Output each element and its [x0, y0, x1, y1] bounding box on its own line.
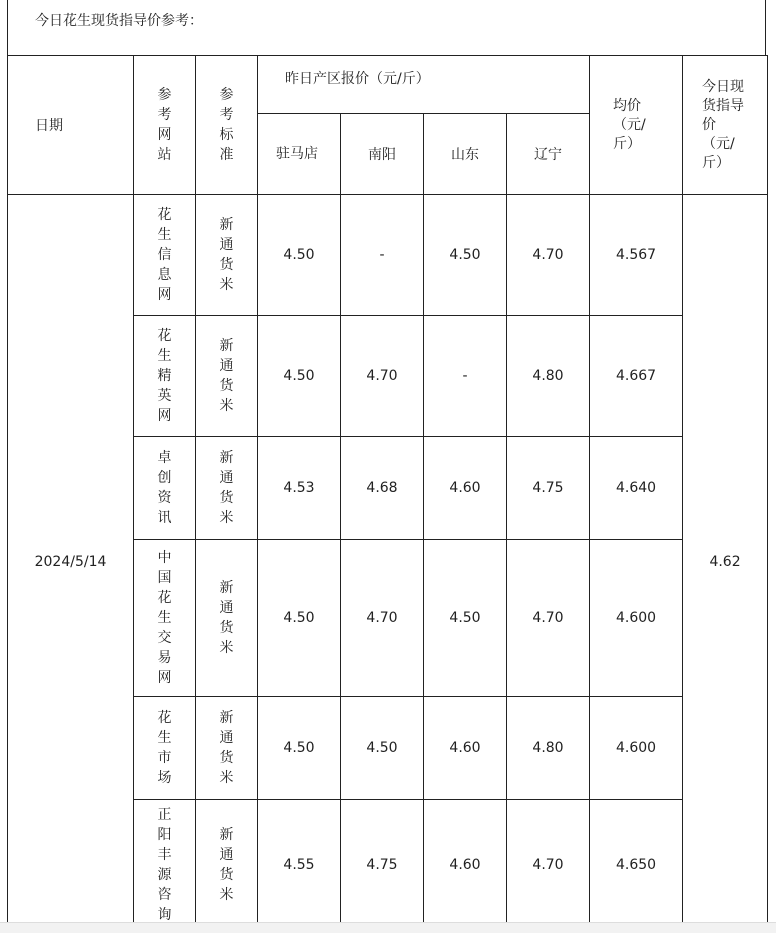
- price-ny: 4.70: [341, 540, 424, 697]
- avg-cell: 4.567: [590, 195, 683, 316]
- header-standard: 参考标准: [196, 56, 258, 195]
- price-zmd: 4.50: [258, 697, 341, 800]
- standard-cell: 新通货米: [196, 195, 258, 316]
- table-row: [8, 195, 768, 316]
- price-ln: 4.80: [507, 697, 590, 800]
- standard-cell: 新通货米: [196, 316, 258, 437]
- header-region-ln: 辽宁: [507, 114, 590, 195]
- avg-cell: 4.650: [590, 800, 683, 930]
- price-sd: 4.60: [424, 800, 507, 930]
- price-ln: 4.70: [507, 800, 590, 930]
- date-cell: 2024/5/14: [8, 195, 134, 930]
- price-ln: 4.70: [507, 195, 590, 316]
- header-region-group: 昨日产区报价（元/斤）: [258, 56, 590, 114]
- header-guide: 今日现货指导价（元/斤）: [683, 56, 768, 195]
- price-table: [7, 55, 768, 930]
- price-ln: 4.75: [507, 437, 590, 540]
- site-cell: 花生精英网: [134, 316, 196, 437]
- header-region-ny: 南阳: [341, 114, 424, 195]
- bottom-scroll-area: [0, 922, 776, 933]
- price-ny: 4.75: [341, 800, 424, 930]
- avg-cell: 4.640: [590, 437, 683, 540]
- price-ln: 4.80: [507, 316, 590, 437]
- header-region-sd: 山东: [424, 114, 507, 195]
- header-site: 参考网站: [134, 56, 196, 195]
- price-zmd: 4.50: [258, 540, 341, 697]
- price-sd: 4.60: [424, 697, 507, 800]
- site-cell: 花生信息网: [134, 195, 196, 316]
- price-sd: -: [424, 316, 507, 437]
- site-cell: 花生市场: [134, 697, 196, 800]
- price-ny: 4.70: [341, 316, 424, 437]
- standard-cell: 新通货米: [196, 540, 258, 697]
- guide-price-cell: 4.62: [683, 195, 768, 930]
- price-ln: 4.70: [507, 540, 590, 697]
- site-cell: 卓创资讯: [134, 437, 196, 540]
- price-ny: 4.68: [341, 437, 424, 540]
- header-avg: 均价（元/斤）: [590, 56, 683, 195]
- avg-cell: 4.667: [590, 316, 683, 437]
- price-ny: -: [341, 195, 424, 316]
- price-sd: 4.50: [424, 195, 507, 316]
- standard-cell: 新通货米: [196, 800, 258, 930]
- price-zmd: 4.50: [258, 316, 341, 437]
- header-region-zmd: 驻马店: [258, 114, 341, 195]
- site-cell: 正阳丰源咨询: [134, 800, 196, 930]
- table-caption: 今日花生现货指导价参考：: [7, 0, 766, 55]
- avg-cell: 4.600: [590, 697, 683, 800]
- header-date: 日期: [8, 56, 134, 195]
- standard-cell: 新通货米: [196, 697, 258, 800]
- price-zmd: 4.50: [258, 195, 341, 316]
- standard-cell: 新通货米: [196, 437, 258, 540]
- avg-cell: 4.600: [590, 540, 683, 697]
- site-cell: 中国花生交易网: [134, 540, 196, 697]
- price-zmd: 4.53: [258, 437, 341, 540]
- price-sd: 4.60: [424, 437, 507, 540]
- price-sd: 4.50: [424, 540, 507, 697]
- price-ny: 4.50: [341, 697, 424, 800]
- price-zmd: 4.55: [258, 800, 341, 930]
